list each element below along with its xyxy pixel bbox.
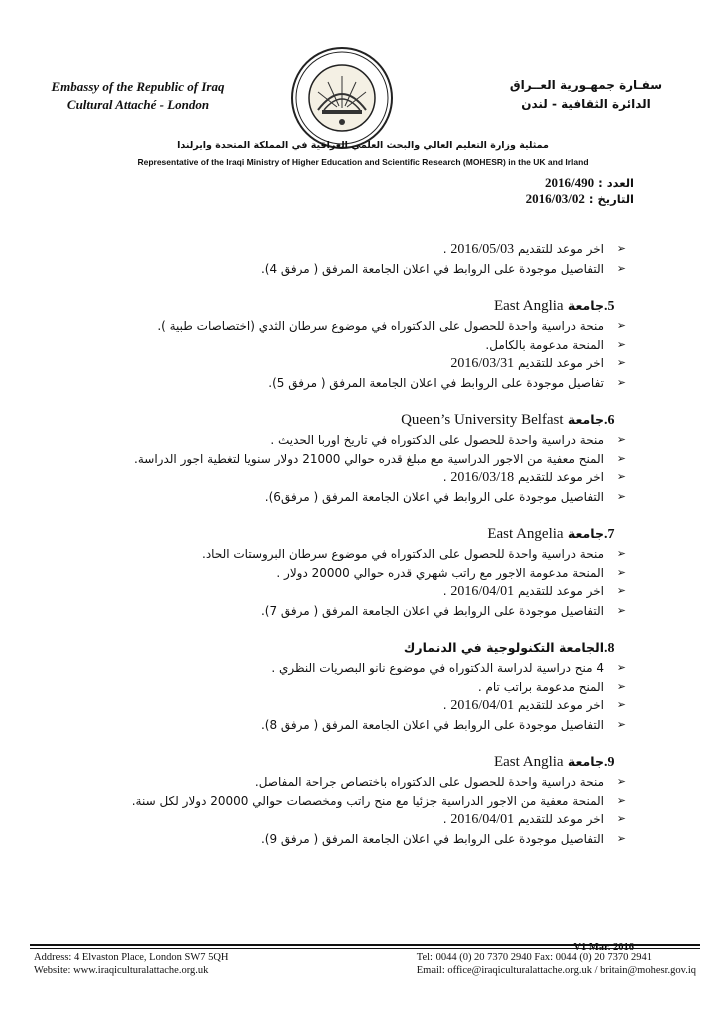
- arrow-bullet-icon: ➢: [616, 603, 626, 617]
- list-item-text: المنحة مدعومة بالكامل.: [485, 337, 604, 352]
- section-label: جامعة: [567, 526, 604, 541]
- list-item: [66, 830, 626, 849]
- list-item-text: اخر موعد للتقديم: [517, 812, 604, 826]
- list-item: [66, 564, 626, 583]
- reference-block: [526, 175, 634, 207]
- arrow-bullet-icon: ➢: [616, 717, 626, 731]
- list-item-tail: .: [442, 242, 451, 256]
- list-item: [66, 240, 626, 260]
- university-name: East Anglia: [493, 754, 564, 770]
- list-item-tail: .: [442, 584, 451, 598]
- arrow-bullet-icon: ➢: [616, 375, 626, 389]
- intro-list: [66, 240, 626, 278]
- section-label: جامعة: [567, 412, 604, 427]
- footer: [34, 951, 696, 977]
- list-item-text: التفاصيل موجودة على الروابط في اعلان الجامعة المرفق ( مرفق 7).: [260, 603, 604, 618]
- deadline-date: 2016/04/01: [450, 584, 515, 599]
- section-label: جامعة: [567, 298, 604, 313]
- arrow-bullet-icon: ➢: [616, 679, 626, 693]
- section-number: 6.: [604, 413, 615, 428]
- university-name: East Anglia: [493, 298, 564, 314]
- list-item-text: منحة دراسية واحدة للحصول على الدكتوراه في تاريخ اوربا الحديث .: [270, 433, 604, 447]
- list-item-text: منحة دراسية واحدة للحصول على الدكتوراه باختصاص جراحة المفاصل.: [254, 775, 604, 789]
- footer-address: Address: 4 Elvaston Place, London SW7 5QH: [34, 952, 229, 963]
- cultural-attache-en: Cultural Attaché - London: [66, 97, 210, 112]
- deadline-date: 2016/03/18: [450, 470, 515, 485]
- footer-left: [34, 951, 229, 977]
- arrow-bullet-icon: ➢: [616, 242, 626, 255]
- list-item: [66, 545, 626, 564]
- arrow-bullet-icon: ➢: [616, 337, 626, 351]
- list-item-text: التفاصيل موجودة على الروابط في اعلان الجامعة المرفق ( مرفق 4).: [260, 261, 604, 276]
- list-item-text: التفاصيل موجودة على الروابط في اعلان الجامعة المرفق ( مرفق 9).: [260, 831, 604, 846]
- list-item: [66, 582, 626, 602]
- arrow-bullet-icon: ➢: [616, 470, 626, 483]
- list-item: [66, 773, 626, 792]
- section-label: جامعة: [567, 754, 604, 769]
- letter-body: [66, 240, 626, 848]
- list-item: [66, 602, 626, 621]
- list-item: [66, 716, 626, 735]
- list-item: [66, 450, 626, 469]
- list-item-text: المنح مدعومة براتب تام .: [477, 679, 604, 694]
- cultural-attache-ar: الدائرة الثقافية - لندن: [521, 97, 651, 111]
- list-item-tail: .: [442, 470, 451, 484]
- arrow-bullet-icon: ➢: [616, 584, 626, 597]
- footer-website: Website: www.iraqiculturalattache.org.uk: [34, 965, 209, 976]
- list-item-text: 4 منح دراسية لدراسة الدكتوراه في موضوع نانو البصريات النظري .: [271, 661, 604, 675]
- list-item-tail: .: [442, 812, 451, 826]
- section-title: [66, 752, 626, 773]
- deadline-date: 2016/05/03: [450, 242, 515, 257]
- section-number: 7.: [604, 527, 615, 542]
- section-items: [66, 545, 626, 620]
- section-items: [66, 317, 626, 392]
- section-title: [66, 524, 626, 545]
- reference-date-value: 2016/03/02: [525, 191, 585, 206]
- section-items: [66, 773, 626, 848]
- arrow-bullet-icon: ➢: [616, 261, 626, 275]
- list-item: [66, 810, 626, 830]
- list-item: [66, 260, 626, 279]
- footer-rule-thick: [30, 944, 700, 946]
- list-item-text: اخر موعد للتقديم: [517, 356, 604, 370]
- representative-english: Representative of the Iraqi Ministry of Higher Education and Scientific Research (MOHESR) in the UK and Irland: [137, 157, 589, 167]
- university-name: Queen’s University Belfast: [401, 412, 564, 428]
- list-item: [66, 696, 626, 716]
- list-item: [66, 678, 626, 697]
- list-item-text: المنحة معفية من الاجور الدراسية جزئيا مع منح راتب ومخصصات حوالي 20000 دولار لكل سنة.: [131, 793, 604, 808]
- list-item-text: اخر موعد للتقديم: [517, 470, 604, 484]
- arrow-bullet-icon: ➢: [616, 356, 626, 369]
- list-item-text: التفاصيل موجودة على الروابط في اعلان الجامعة المرفق ( مرفق6).: [264, 489, 604, 504]
- scholarship-section: [66, 638, 626, 734]
- representative-arabic: ممثلية وزارة التعليم العالي والبحث العلمي العراقية في المملكة المتحدة وايرلندا: [177, 140, 549, 151]
- section-items: [66, 659, 626, 734]
- section-title: [66, 296, 626, 317]
- list-item-text: تفاصيل موجودة على الروابط في اعلان الجامعة المرفق ( مرفق 5).: [268, 375, 604, 390]
- arrow-bullet-icon: ➢: [616, 565, 626, 579]
- section-items: [66, 431, 626, 506]
- arrow-bullet-icon: ➢: [616, 433, 626, 446]
- arrow-bullet-icon: ➢: [616, 698, 626, 711]
- university-name: East Angelia: [487, 526, 564, 542]
- arrow-bullet-icon: ➢: [616, 319, 626, 332]
- list-item: [66, 468, 626, 488]
- ministry-seal-logo: [288, 44, 396, 152]
- arrow-bullet-icon: ➢: [616, 793, 626, 807]
- deadline-date: 2016/03/31: [450, 356, 515, 371]
- list-item: [66, 488, 626, 507]
- seal-emblem-icon: [288, 44, 396, 152]
- list-item-text: منحة دراسية واحدة للحصول على الدكتوراه في موضوع سرطان الثدي (اختصاصات طبية ).: [157, 319, 604, 333]
- footer-telephone: Tel: 0044 (0) 20 7370 2940 Fax: 0044 (0) 20 7370 2941: [416, 952, 652, 963]
- deadline-date: 2016/04/01: [450, 698, 515, 713]
- embassy-english-header: [38, 78, 238, 114]
- section-title: [66, 410, 626, 431]
- section-title: [66, 638, 626, 659]
- scholarship-section: [66, 296, 626, 392]
- scholarship-section: [66, 410, 626, 506]
- arrow-bullet-icon: ➢: [616, 451, 626, 465]
- section-number: 8.: [604, 641, 615, 656]
- footer-email: Email: office@iraqiculturalattache.org.uk / britain@mohesr.gov.iq: [416, 965, 696, 976]
- list-item-text: اخر موعد للتقديم: [517, 242, 604, 256]
- list-item-text: المنح معفية من الاجور الدراسية مع مبلغ قدره حوالي 21000 دولار سنويا لتغطية اجور الدراسة.: [134, 451, 604, 466]
- list-item: [66, 354, 626, 374]
- arrow-bullet-icon: ➢: [616, 661, 626, 674]
- footer-rule-thin: [30, 948, 700, 949]
- list-item: [66, 431, 626, 450]
- list-item-tail: .: [442, 698, 451, 712]
- list-item: [66, 792, 626, 811]
- list-item-text: اخر موعد للتقديم: [517, 584, 604, 598]
- scholarship-section: [66, 524, 626, 620]
- footer-right: [417, 951, 696, 977]
- list-item: [66, 374, 626, 393]
- list-item-text: المنحة مدعومة الاجور مع راتب شهري قدره حوالي 20000 دولار .: [276, 565, 604, 580]
- section-label: الجامعة التكنولوجية في الدنمارك: [403, 640, 604, 655]
- arrow-bullet-icon: ➢: [616, 775, 626, 788]
- arrow-bullet-icon: ➢: [616, 489, 626, 503]
- arrow-bullet-icon: ➢: [616, 831, 626, 845]
- section-number: 9.: [604, 755, 615, 770]
- embassy-name-ar: سفـارة جمهـورية العــراق: [509, 78, 663, 92]
- reference-date: التاريخ : 2016/03/02: [525, 191, 634, 206]
- list-item-text: اخر موعد للتقديم: [517, 698, 604, 712]
- deadline-date: 2016/04/01: [450, 812, 515, 827]
- footer-divider: [30, 944, 700, 949]
- embassy-name-en: Embassy of the Republic of Iraq: [51, 79, 225, 94]
- embassy-arabic-header: [486, 76, 686, 114]
- list-item: [66, 336, 626, 355]
- section-number: 5.: [604, 299, 615, 314]
- list-item: [66, 659, 626, 678]
- scholarship-sections: [66, 296, 626, 848]
- arrow-bullet-icon: ➢: [616, 547, 626, 560]
- arrow-bullet-icon: ➢: [616, 812, 626, 825]
- reference-number-value: 2016/490: [544, 175, 595, 190]
- reference-number: العدد : 2016/490: [544, 175, 634, 190]
- scholarship-section: [66, 752, 626, 848]
- list-item: [66, 317, 626, 336]
- list-item-text: منحة دراسية واحدة للحصول على الدكتوراه في موضوع سرطان البروستات الحاد.: [202, 547, 604, 561]
- list-item-text: التفاصيل موجودة على الروابط في اعلان الجامعة المرفق ( مرفق 8).: [260, 717, 604, 732]
